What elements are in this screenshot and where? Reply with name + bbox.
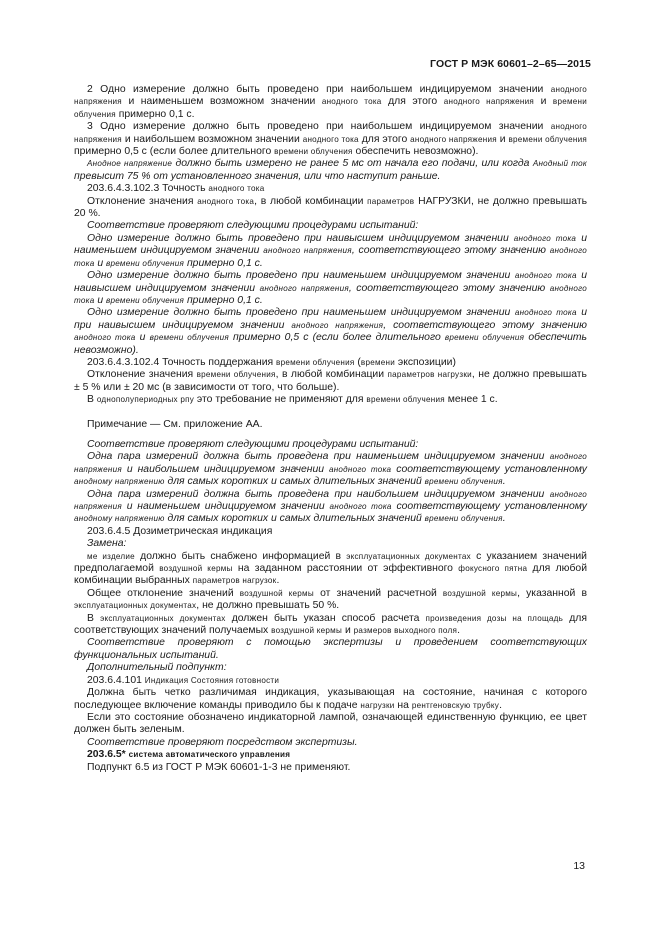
small-caps-term: эксплуатационных документах [100, 613, 226, 623]
small-caps-term: анодного тока [74, 333, 136, 343]
text-run: соответствующему установленному [391, 463, 587, 475]
small-caps-term: нагрузки [360, 700, 395, 710]
small-caps-term: ме изделие [87, 551, 135, 561]
small-caps-term: воздушной кермы [239, 588, 314, 598]
small-caps-term: времени облучения [276, 357, 355, 367]
paragraph [74, 737, 587, 749]
text-run: Одно измерение должно быть проведено при наивысшем индицируемом значении [87, 232, 514, 244]
small-caps-term: система автоматического управления [128, 750, 291, 760]
small-caps-term: времени облучения [424, 477, 503, 487]
text-run: , соответствующего этому значению [351, 245, 550, 257]
text-run: и [496, 133, 509, 145]
small-caps-term: анодного тока [514, 271, 577, 281]
text-run: Одна пара измерений должна быть проведена при наибольшем индицируемом значении [87, 488, 550, 500]
small-caps-term: анодного тока [514, 308, 577, 318]
paragraph [74, 526, 587, 538]
paragraph [74, 749, 587, 761]
page-number: 13 [573, 860, 585, 872]
small-caps-term: анодного тока [328, 464, 392, 474]
text-run: должен быть указан способ расчета [225, 612, 426, 624]
text-run: , в любой комбинации [275, 369, 388, 381]
text-run: примерно 0,5 с (если более длительного [74, 146, 275, 158]
small-caps-term: анодного тока [74, 283, 587, 305]
paragraph [74, 394, 587, 406]
small-caps-term: рентгеновскую трубку [411, 700, 500, 710]
paragraph [74, 613, 587, 638]
paragraph [74, 84, 587, 121]
small-caps-term: эксплуатационных документах [346, 551, 471, 561]
text-run: Соответствие проверяют с помощью экспертизы и проведением соответствующих функциональных испытаний. [74, 637, 587, 661]
small-caps-term: анодного напряжения [291, 320, 384, 330]
note-paragraph [74, 419, 587, 431]
text-run: примерно 0,5 с (если более длительного [228, 332, 445, 344]
text-run: . [499, 699, 502, 711]
paragraph [74, 588, 587, 613]
text-run: Общее отклонение значений [87, 587, 240, 599]
small-caps-term: времени облучения [424, 514, 503, 524]
paragraph [74, 712, 587, 737]
small-caps-term: анодного напряжения [259, 283, 349, 293]
small-caps-term: анодного напряжения [74, 85, 587, 107]
text-run: . [502, 476, 506, 488]
text-run: НАГРУЗКИ, не должно превышать 20 %. [74, 195, 587, 220]
small-caps-term: анодного напряжения [74, 122, 587, 144]
text-run: Замена: [87, 538, 127, 550]
text-run: это требование не применяют для [194, 394, 367, 406]
small-caps-term: произведения дозы на площадь [425, 613, 564, 623]
text-run: и наивысшем индицируемом значении [74, 270, 588, 294]
text-run: Примечание — См. приложение АА. [87, 418, 263, 430]
text-run: соответствующему установленному [391, 501, 588, 512]
paragraph [74, 637, 587, 662]
small-caps-term: анодного тока [208, 184, 265, 194]
text-run: на заданном расстоянии от эффективного [232, 563, 459, 575]
small-caps-term: анодного тока [513, 233, 577, 243]
small-caps-term: фокусного пятна [458, 564, 528, 574]
text-run: от значений расчетной [313, 587, 443, 599]
text-run: примерно 0,1 с. [115, 108, 195, 120]
text-run: экспозиции) [395, 356, 456, 368]
small-caps-term: времени облучения [149, 333, 229, 343]
small-caps-term: анодного тока [197, 196, 255, 206]
text-run: . [457, 625, 460, 637]
paragraph [74, 121, 587, 158]
text-run: , соответствующего этому значению [383, 319, 587, 331]
text-run: для самых коротких и самых длительных значений [164, 513, 425, 525]
text-run: 203.6.5* [87, 749, 129, 761]
small-caps-term: времени облучения [274, 147, 353, 157]
paragraph [74, 369, 587, 394]
text-run: В [87, 394, 97, 406]
small-caps-term: параметров [367, 196, 415, 206]
text-run: менее 1 с. [444, 394, 498, 406]
small-caps-term: воздушной кермы [159, 564, 233, 574]
text-run: Соответствие проверяют следующими процедурами испытаний: [87, 220, 419, 232]
small-caps-term: анодного напряжения [74, 452, 587, 474]
paragraph [74, 538, 587, 550]
paragraph [74, 270, 587, 307]
paragraph [74, 196, 587, 221]
text-run: примерно 0,1 с. [184, 294, 263, 306]
text-run: Отклонение значения [87, 369, 197, 381]
small-caps-term: времени облучения [508, 134, 587, 144]
text-run: Соответствие проверяют посредством экспертизы. [87, 736, 358, 748]
small-caps-term: анодного напряжения [74, 489, 587, 511]
small-caps-term: Индикация Состояния готовности [144, 675, 280, 685]
text-run: Должна быть четко различимая индикация, указывающая на состояние, начиная с которого последующее включение команды приводило бы к подаче [74, 687, 587, 711]
small-caps-term: однополупериодных рпу [96, 395, 195, 405]
text-run: примерно 0,1 с. [184, 257, 263, 269]
document-body [74, 84, 587, 774]
paragraph [74, 451, 587, 488]
small-caps-term: анодному напряжению [74, 514, 165, 524]
text-run: Подпункт 6.5 из ГОСТ Р МЭК 60601-1-3 не применяют. [87, 761, 351, 773]
paragraph [74, 233, 587, 270]
small-caps-term: параметров нагрузки [387, 370, 472, 380]
small-caps-term: анодного напряжения [410, 134, 497, 144]
text-run: 203.6.4.3.102.3 Точность [87, 183, 209, 195]
text-run: Если это состояние обозначено индикаторной лампой, означающей единственную функцию, ее цвет должен быть зеленым. [74, 711, 587, 736]
text-run: Одно измерение должно быть проведено при наименьшем индицируемом значении [87, 270, 515, 282]
paragraph [74, 662, 587, 674]
text-run: для любой комбинации выбранных [74, 563, 587, 587]
small-caps-term: анодному напряжению [74, 477, 165, 487]
text-run: . [276, 575, 280, 587]
small-caps-term: анодного тока [74, 246, 588, 268]
small-caps-term: анодного тока [329, 502, 392, 511]
paragraph [74, 158, 587, 183]
paragraph [74, 687, 587, 712]
small-caps-term: анодного тока [302, 134, 359, 144]
text-run: . [502, 513, 506, 525]
small-caps-term: времени облучения [74, 97, 588, 119]
text-run: и наибольшем индицируемом значении [121, 463, 329, 475]
text-run: 203.6.4.101 [87, 674, 145, 686]
paragraph [74, 307, 587, 357]
text-run: Соответствие проверяют следующими процедурами испытаний: [87, 438, 419, 450]
text-run: , в любой комбинации [254, 195, 368, 207]
small-caps-term: времени [360, 357, 395, 367]
text-run: и [94, 257, 107, 269]
paragraph [74, 357, 587, 369]
text-run: , не должно превышать ± 5 % или ± 20 мс (в зависимости от того, что больше). [74, 369, 587, 393]
text-run: должно быть снабжено информацией в [134, 550, 347, 562]
paragraph [74, 439, 587, 451]
text-run: ( [354, 356, 361, 368]
small-caps-term: воздушной кермы [442, 588, 518, 598]
text-run: Одно измерение должно быть проведено при наименьшем индицируемом значении [87, 307, 515, 319]
text-run: , указанной в [517, 587, 587, 599]
text-run: и при наивысшем индицируемом значении [74, 307, 588, 331]
text-run: 203.6.4.3.102.4 Точность поддержания [87, 356, 277, 368]
text-run: 2 Одно измерение должно быть проведено при наибольшем индицируемом значении [87, 84, 551, 95]
small-caps-term: параметров нагрузок [192, 576, 277, 586]
text-run: с указанием значений предполагаемой [74, 550, 587, 575]
text-run: должно быть измерено не ранее 5 мс от начала его подачи, или когда [172, 158, 533, 170]
text-run: для соответствующих значений получаемых [74, 612, 587, 637]
small-caps-term: анодного напряжения [443, 97, 535, 107]
small-caps-term: Анодное напряжение [87, 159, 173, 169]
small-caps-term: времени облучения [196, 370, 276, 380]
document-header: ГОСТ Р МЭК 60601–2–65—2015 [430, 58, 591, 70]
text-run: и [342, 625, 354, 637]
small-caps-term: Анодный ток [532, 159, 587, 169]
text-run: и [94, 294, 107, 306]
small-caps-term: воздушной кермы [271, 626, 343, 636]
small-caps-term: времени облучения [106, 295, 185, 305]
small-caps-term: размеров выходного поля [353, 626, 458, 636]
text-run: и наименьшем возможном значении [121, 96, 322, 108]
text-run: и наименьшем индицируемом значении [74, 232, 588, 257]
small-caps-term: времени облучения [444, 333, 525, 343]
text-run: на [394, 699, 412, 711]
text-run: Отклонение значения [87, 195, 198, 207]
text-run: для этого [381, 96, 444, 108]
text-run: и [534, 96, 553, 108]
text-run: для этого [358, 133, 411, 145]
text-run: для самых коротких и самых длительных значений [164, 476, 425, 488]
text-run: Одна пара измерений должна быть проведена при наименьшем индицируемом значении [87, 451, 550, 463]
text-run: 3 Одно измерение должно быть проведено при наибольшем индицируемом значении [87, 121, 551, 133]
text-run: , соответствующего этому значению [348, 282, 550, 294]
paragraph [74, 489, 587, 526]
paragraph [74, 675, 587, 687]
small-caps-term: анодного тока [321, 97, 382, 107]
text-run: В [87, 612, 101, 624]
text-run: превысит 75 % от установленного значения, или что наступит раньше. [74, 170, 441, 182]
paragraph [74, 183, 587, 195]
paragraph [74, 220, 587, 232]
text-run: 203.6.4.5 Дозиметрическая индикация [87, 525, 273, 537]
small-caps-term: времени облучения [106, 258, 185, 268]
paragraph [74, 551, 587, 588]
text-run: , не должно превышать 50 %. [196, 600, 340, 612]
small-caps-term: анодного напряжения [263, 246, 352, 256]
paragraph [74, 762, 587, 774]
text-run: и [135, 332, 150, 344]
text-run: обеспечить невозможно). [352, 146, 479, 158]
text-run: и наименьшем индицируемом значении [121, 501, 330, 512]
text-run: и наибольшем возможном значении [121, 133, 303, 145]
text-run: обеспечить невозможно). [74, 332, 588, 356]
text-run: Дополнительный подпункт: [87, 662, 227, 674]
small-caps-term: времени облучения [366, 395, 445, 405]
small-caps-term: эксплуатационных документах [74, 601, 197, 611]
